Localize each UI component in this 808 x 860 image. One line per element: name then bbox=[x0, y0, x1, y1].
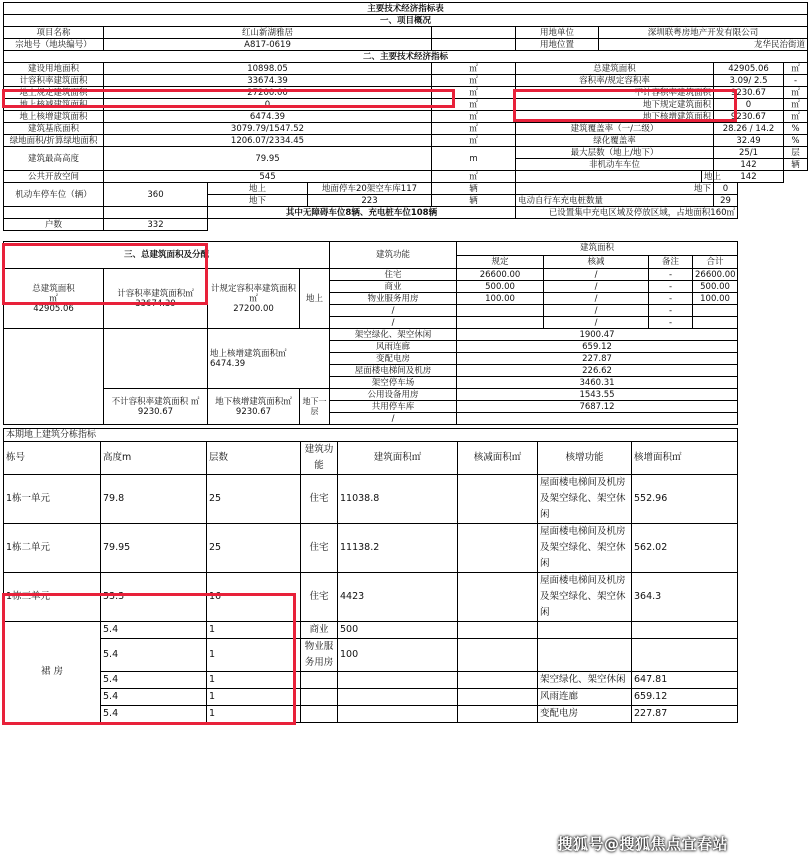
total-area-label: 总建筑面积 bbox=[516, 63, 714, 75]
reg-cell: 计规定容积率建筑面积㎡ 27200.00 bbox=[208, 269, 300, 329]
bike-under-label: 地下 bbox=[516, 183, 714, 195]
col-floors: 层数 bbox=[207, 442, 301, 475]
bike-label: 非机动车车位 bbox=[516, 159, 714, 171]
public-space-value: 545 bbox=[104, 171, 432, 183]
far-cell: 计容积率建筑面积㎡ 33674.39 bbox=[104, 269, 208, 329]
ebike-value: 29 bbox=[714, 195, 738, 207]
table-row: 5.4 1 风雨连廊 659.12 bbox=[4, 689, 738, 706]
far-area-label: 计容积率建筑面积 bbox=[4, 75, 104, 87]
green-rate-value: 32.49 bbox=[714, 135, 784, 147]
parking-table: 机动车停车位（辆） 360 地上 地面停车20架空车库117 辆 地下 0 地下 223 辆 电动自行车充电桩数量 29 其中无障碍车位8辆、充电桩车位108辆 已设置集中充电区域及停放区域，占地面积160㎡ 户数 332 bbox=[3, 182, 738, 231]
above-core-add-label: 地上核增建筑面积 bbox=[4, 111, 104, 123]
table-row: 1栋二单元 79.95 25 住宅 11138.2 屋面楼电梯间及机房及架空绿化、架空休闲 562.02 bbox=[4, 524, 738, 573]
bike-value: 142 bbox=[714, 159, 784, 171]
above-core-add-value: 6474.39 bbox=[104, 111, 432, 123]
col-height: 高度m bbox=[101, 442, 207, 475]
floors-label: 最大层数（地上/地下） bbox=[516, 147, 714, 159]
far-label: 容积率/规定容积率 bbox=[516, 75, 714, 87]
land-unit: 深圳联粤房地产开发有限公司 bbox=[599, 27, 808, 39]
parcel-label: 宗地号（地块编号） bbox=[4, 39, 104, 51]
max-height-value: 79.95 bbox=[104, 147, 432, 171]
main-title: 主要技术经济指标表 bbox=[4, 3, 808, 15]
location-label: 用地位置 bbox=[516, 39, 599, 51]
under-add-cell: 地下核增建筑面积㎡ 9230.67 bbox=[208, 389, 300, 425]
land-unit-label: 用地单位 bbox=[516, 27, 599, 39]
car-under-value: 223 bbox=[308, 195, 432, 207]
households-label: 户数 bbox=[4, 219, 104, 231]
area-header: 建筑面积 bbox=[457, 242, 738, 256]
section3-title: 三、总建筑面积及分配 bbox=[4, 242, 330, 269]
bike-ground-label: 地上 bbox=[702, 171, 714, 183]
area-distribution-table: 三、总建筑面积及分配 建筑功能 建筑面积 规定 核减 备注 合计 总建筑面积 ㎡ 42905.06 计容积率建筑面积㎡ 33674.39 计规定容积率建筑面积㎡ 27200.00 地上 住宅 26600.00 / - 26600.00 商业 500.00 / - 500.00 物业服务用房 100.00 / - 100.00 / / - / / - 地上核增建筑面积㎡ 6474.39 架空绿化、架空休闲 1900.47 风雨连廊 659.12 变配电房 227.87 屋面楼电梯间及机房 226.62 架空停车场 3460.31 不计容积率建筑面积 ㎡ 9230.67 地下核增建筑面积㎡ 9230.67 地下一层 公用设备用房 1543.55 共用停车库 7687.12 / bbox=[3, 241, 738, 425]
table-row: 5.4 1 架空绿化、架空休闲 647.81 bbox=[4, 672, 738, 689]
non-far-value: 9230.67 bbox=[714, 87, 784, 99]
above-reg-value: 27200.00 bbox=[104, 87, 432, 99]
above-core-reduce-value: 0 bbox=[104, 99, 432, 111]
section2-title: 二、主要技术经济指标 bbox=[4, 51, 808, 63]
far-value: 3.09/ 2.5 bbox=[714, 75, 784, 87]
site-area-value: 10898.05 bbox=[104, 63, 432, 75]
car-ground-value: 地面停车20架空车库117 bbox=[308, 183, 432, 195]
total-area-value: 42905.06 bbox=[714, 63, 784, 75]
table-row: 1栋三单元 53.3 16 住宅 4423 屋面楼电梯间及机房及架空绿化、架空休闲 364.3 bbox=[4, 573, 738, 622]
podium-label: 裙 房 bbox=[4, 622, 101, 723]
above-core-reduce-label: 地上核减建筑面积 bbox=[4, 99, 104, 111]
barrier-note: 其中无障碍车位8辆、充电桩车位108辆 bbox=[208, 207, 516, 219]
base-area-value: 3079.79/1547.52 bbox=[104, 123, 432, 135]
watermark: 搜狐号@搜狐焦点宜春站 bbox=[557, 835, 728, 853]
core-add-cell: 地上核增建筑面积㎡ 6474.39 bbox=[208, 329, 330, 389]
col-core-add: 核增面积㎡ bbox=[632, 442, 738, 475]
bike-under-value: 0 bbox=[714, 183, 738, 195]
indicator-table: 主要技术经济指标表 一、项目概况 项目名称 红山新湖雅居 用地单位 深圳联粤房地产开发有限公司 宗地号（地块编号） A817-0619 用地位置 龙华民治街道 二、主要技术经济指标 建设用地面积 10898.05 ㎡ 总建筑面积 42905.06 ㎡ 计容积率建筑面积 33674.39 ㎡ 容积率/规定容积率 3.09/ 2.5 - 地上规定建筑面积 27200.00 ㎡ 不计容积率建筑面积 9230.67 ㎡ 地上核减建筑面积 0 ㎡ 地下规定建筑面积 0 ㎡ 地上核增建筑面积 6474.39 ㎡ 地下核增建筑面积 9230.67 ㎡ 建筑基底面积 3079.79/1547.52 ㎡ 建筑覆盖率（一/二级） 28.26 / 14.2 % 绿地面积/折算绿地面积 1206.07/2334.45 ㎡ 绿化覆盖率 32.49 % 建筑最高高度 79.95 m 最大层数（地上/地下） 25/1 层 非机动车车位 142 辆 公共开放空间 545 ㎡ 地上 142 bbox=[3, 2, 808, 183]
col-core-func: 核增功能 bbox=[538, 442, 632, 475]
table-row: 5.4 1 变配电房 227.87 bbox=[4, 706, 738, 723]
base-area-label: 建筑基底面积 bbox=[4, 123, 104, 135]
under-core-add-value: 9230.67 bbox=[714, 111, 784, 123]
coverage-label: 建筑覆盖率（一/二级） bbox=[516, 123, 714, 135]
public-space-label: 公共开放空间 bbox=[4, 171, 104, 183]
under-core-add-label: 地下核增建筑面积 bbox=[516, 111, 714, 123]
floors-value: 25/1 bbox=[714, 147, 784, 159]
households-value: 332 bbox=[104, 219, 208, 231]
ebike-label: 电动自行车充电桩数量 bbox=[516, 195, 714, 207]
car-parking-label: 机动车停车位（辆） bbox=[4, 183, 104, 207]
col-function: 建筑功能 bbox=[301, 442, 338, 475]
far-area-value: 33674.39 bbox=[104, 75, 432, 87]
green-area-label: 绿地面积/折算绿地面积 bbox=[4, 135, 104, 147]
under-reg-value: 0 bbox=[714, 99, 784, 111]
func-header: 建筑功能 bbox=[330, 242, 457, 269]
max-height-label: 建筑最高高度 bbox=[4, 147, 104, 171]
coverage-value: 28.26 / 14.2 bbox=[714, 123, 784, 135]
section4-title: 本期地上建筑分栋指标 bbox=[4, 429, 738, 442]
col-building: 栋号 bbox=[4, 442, 101, 475]
project-name-label: 项目名称 bbox=[4, 27, 104, 39]
ebike-note: 已设置集中充电区域及停放区域，占地面积160㎡ bbox=[516, 207, 738, 219]
non-far-label: 不计容积率建筑面积 bbox=[516, 87, 714, 99]
table-row: 1栋一单元 79.8 25 住宅 11038.8 屋面楼电梯间及机房及架空绿化、架空休闲 552.96 bbox=[4, 475, 738, 524]
under-reg-label: 地下规定建筑面积 bbox=[516, 99, 714, 111]
car-parking-value: 360 bbox=[104, 183, 208, 207]
parcel-value: A817-0619 bbox=[104, 39, 432, 51]
bike-ground-value: 142 bbox=[714, 171, 784, 183]
location-value: 龙华民治街道 bbox=[599, 39, 808, 51]
site-area-label: 建设用地面积 bbox=[4, 63, 104, 75]
section1-title: 一、项目概况 bbox=[4, 15, 808, 27]
document-page bbox=[3, 2, 806, 723]
col-core-reduce: 核减面积㎡ bbox=[458, 442, 538, 475]
nonfar-cell: 不计容积率建筑面积 ㎡ 9230.67 bbox=[104, 389, 208, 425]
building-table bbox=[3, 428, 738, 723]
green-rate-label: 绿化覆盖率 bbox=[516, 135, 714, 147]
green-area-value: 1206.07/2334.45 bbox=[104, 135, 432, 147]
above-reg-label: 地上规定建筑面积 bbox=[4, 87, 104, 99]
total-area-cell: 总建筑面积 ㎡ 42905.06 bbox=[4, 269, 104, 329]
table-row: 5.4 1 物业服务用房 100 bbox=[4, 639, 738, 672]
table-row: 裙 房 5.4 1 商业 500 bbox=[4, 622, 738, 639]
project-name: 红山新湖雅居 bbox=[104, 27, 432, 39]
col-area: 建筑面积㎡ bbox=[338, 442, 458, 475]
